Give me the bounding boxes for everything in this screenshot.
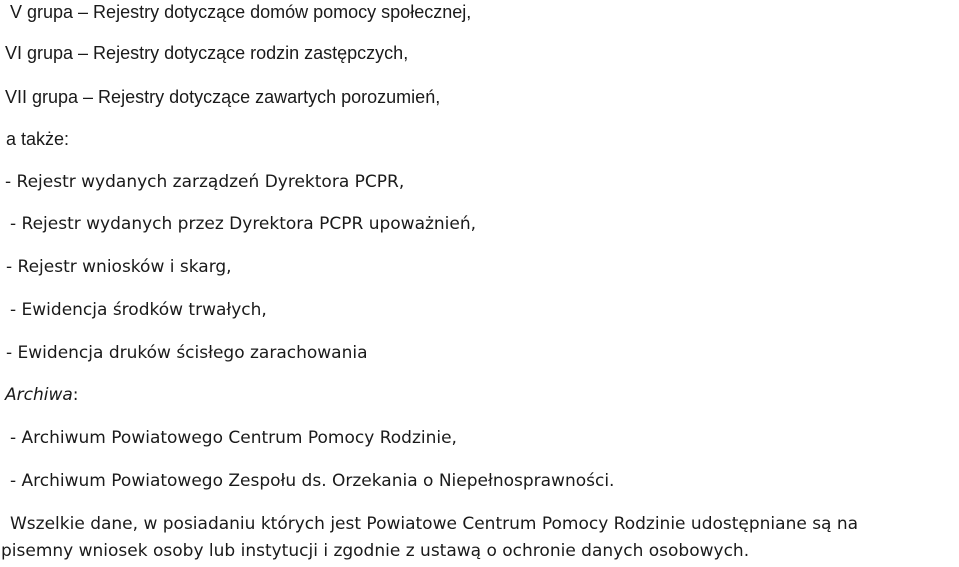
- text-line-group-v: V grupa – Rejestry dotyczące domów pomocy społecznej,: [10, 2, 472, 22]
- archives-heading: [5, 384, 79, 406]
- list-item-register-orders: - Rejestr wydanych zarządzeń Dyrektora PCPR,: [5, 172, 405, 192]
- list-item-strict-forms: - Ewidencja druków ścisłego zarachowania: [6, 343, 368, 363]
- text-line-group-vii: VII grupa – Rejestry dotyczące zawartych porozumień,: [5, 87, 441, 107]
- list-item-register-authorizations: - Rejestr wydanych przez Dyrektora PCPR upoważnień,: [10, 214, 477, 234]
- archive-item-pcpr: - Archiwum Powiatowego Centrum Pomocy Rodzinie,: [10, 428, 457, 448]
- text-line-group-vi: VI grupa – Rejestry dotyczące rodzin zastępczych,: [5, 43, 409, 63]
- archives-colon: :: [72, 385, 79, 405]
- text-line-also: a także:: [6, 129, 70, 149]
- list-item-register-complaints: - Rejestr wniosków i skarg,: [6, 257, 232, 277]
- closing-paragraph-line-1: Wszelkie dane, w posiadaniu których jest Powiatowe Centrum Pomocy Rodzinie udostępniane są na: [10, 514, 859, 534]
- archives-label: Archiwa: [5, 385, 73, 405]
- archive-item-disability-team: - Archiwum Powiatowego Zespołu ds. Orzekania o Niepełnosprawności.: [10, 471, 615, 491]
- closing-paragraph-line-2: pisemny wniosek osoby lub instytucji i zgodnie z ustawą o ochronie danych osobowych.: [1, 541, 750, 561]
- list-item-fixed-assets: - Ewidencja środków trwałych,: [10, 300, 267, 320]
